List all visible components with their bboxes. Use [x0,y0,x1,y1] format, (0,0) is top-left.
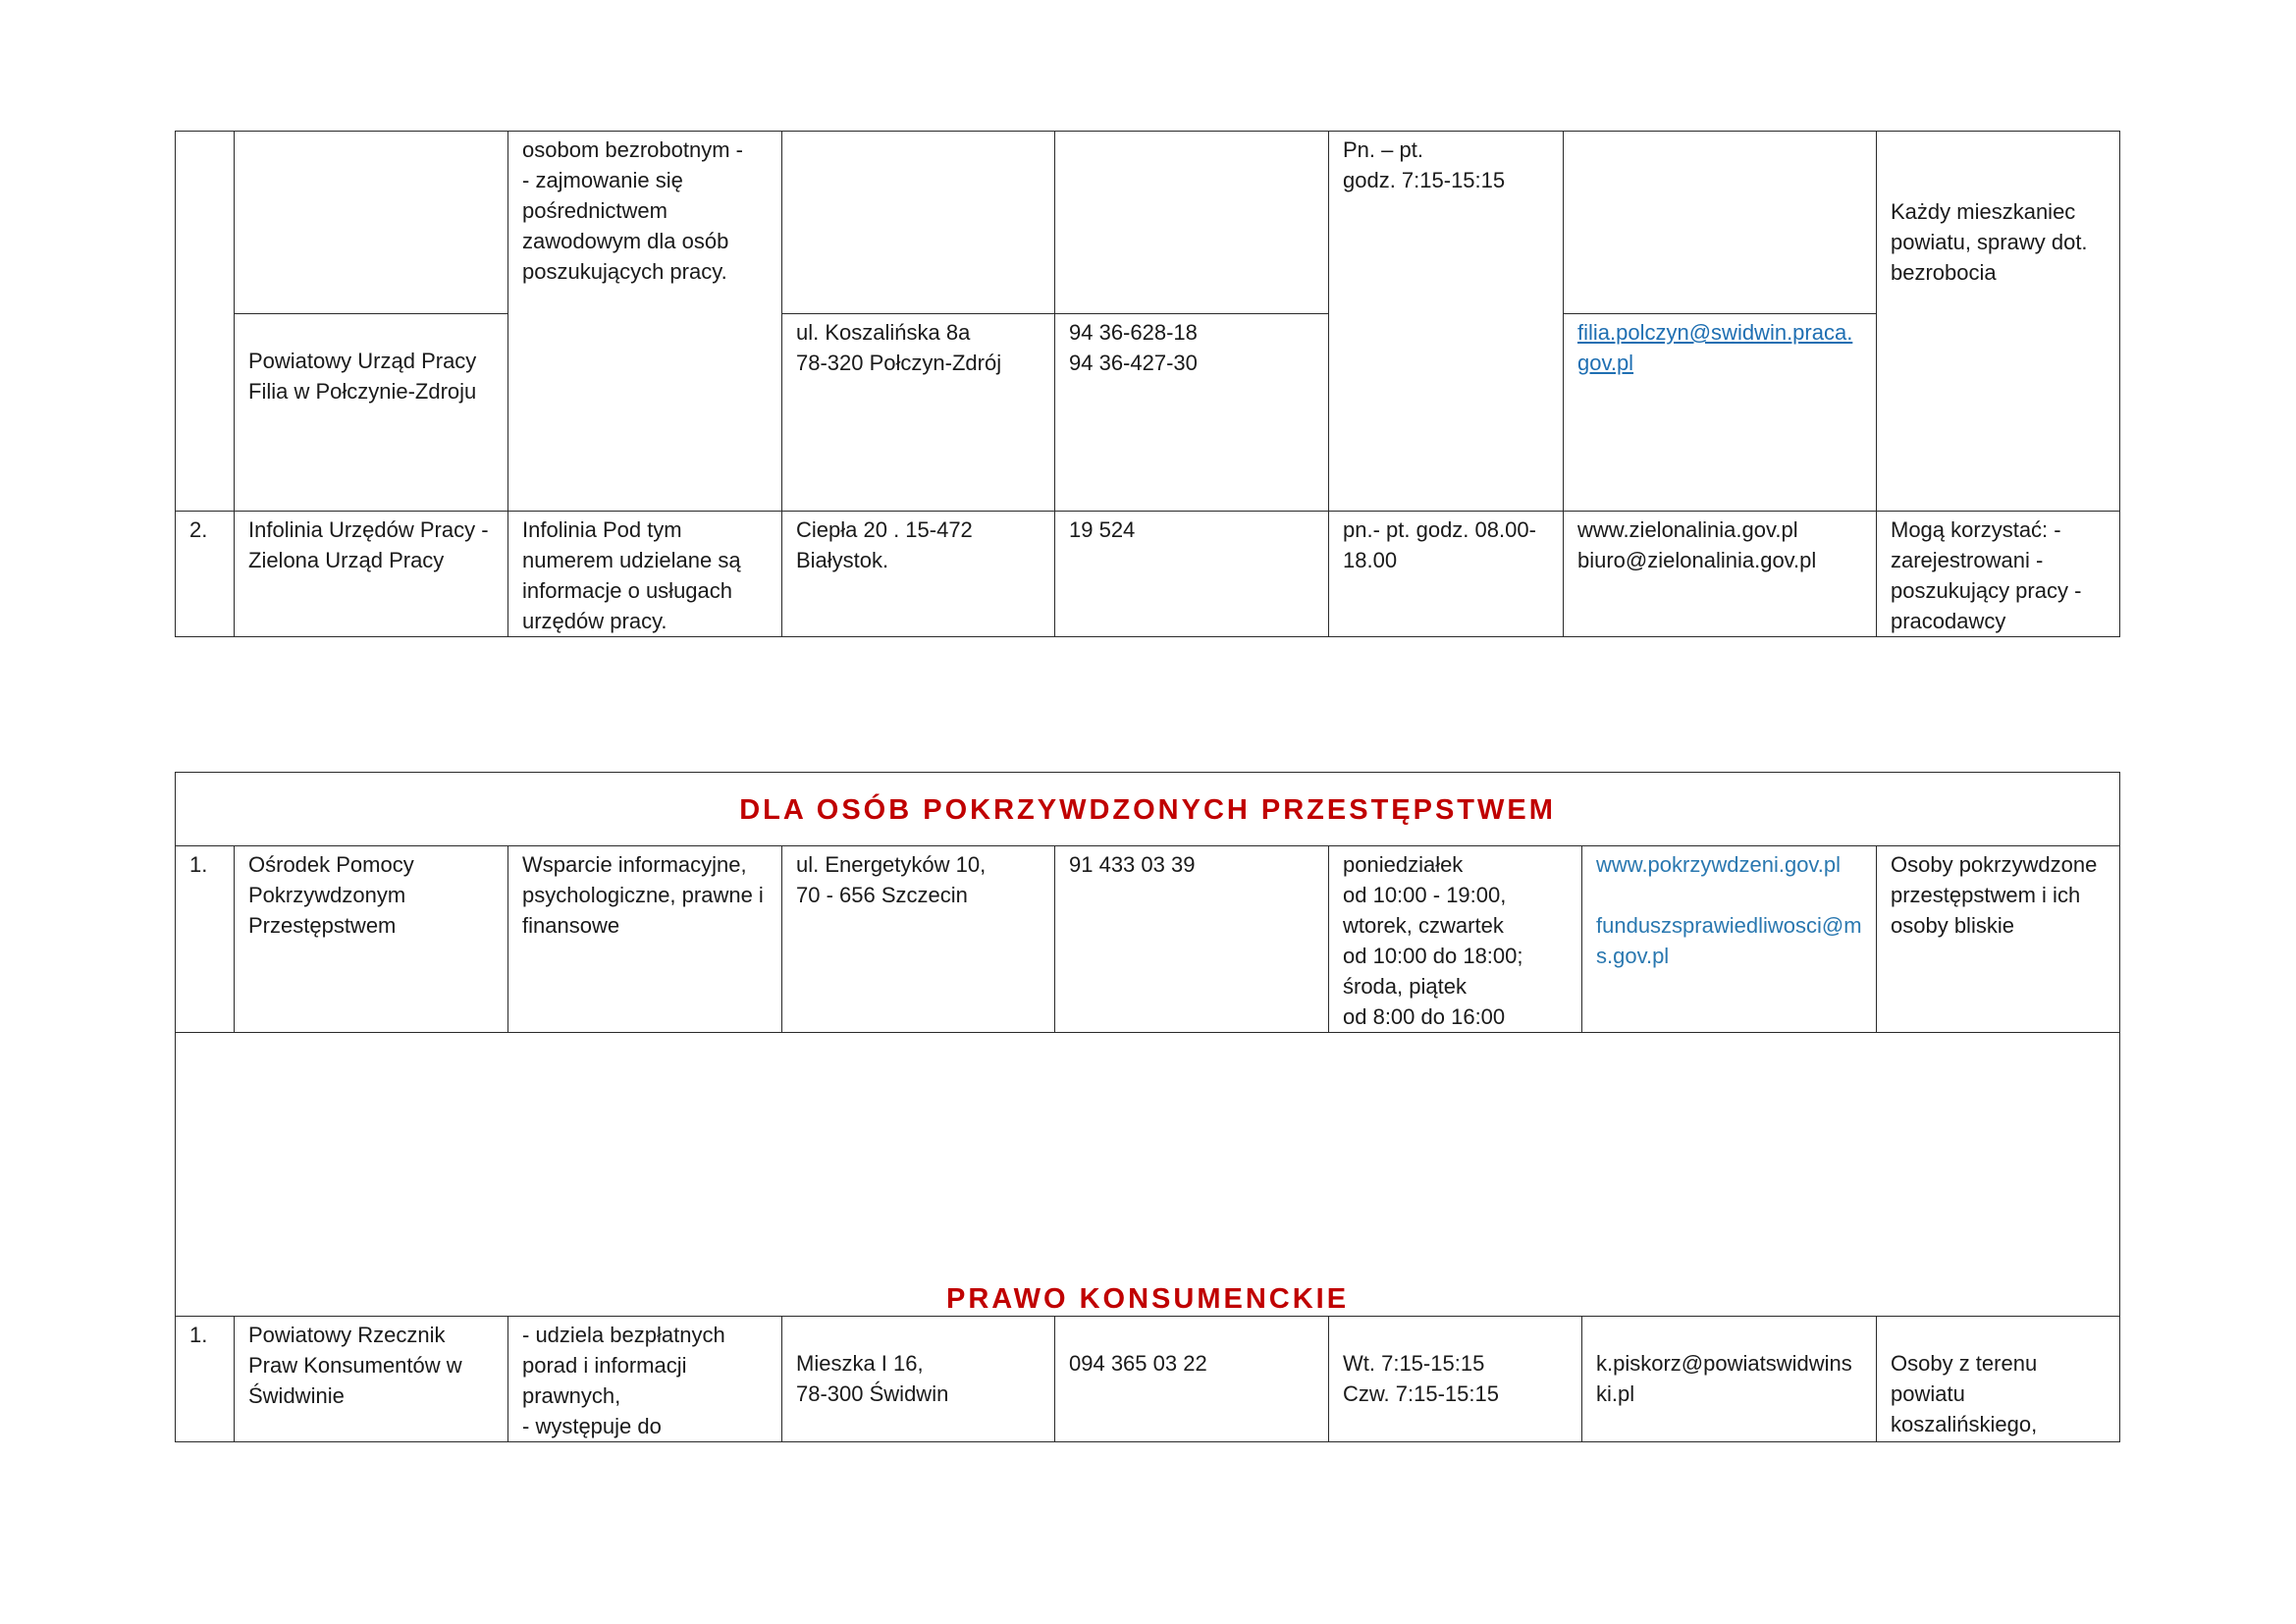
target-group: Mogą korzystać: - zarejestrowani - poszukujący pracy - pracodawcy [1877,512,2120,637]
institution-name: Infolinia Urzędów Pracy - Zielona Urząd Pracy [235,512,508,637]
row-number: 2. [176,512,235,637]
contact-cell: www.zielonalinia.gov.pl biuro@zielonalinia.gov.pl [1564,512,1877,637]
table-row [176,512,2120,637]
service-description: Wsparcie informacyjne, psychologiczne, prawne i finansowe [508,846,782,1033]
address-cell: ul. Energetyków 10, 70 - 656 Szczecin [782,846,1055,1033]
institution-name: Ośrodek Pomocy Pokrzywdzonym Przestępstwem [235,846,508,1033]
opening-hours: Pn. – pt. godz. 7:15-15:15 [1329,132,1564,512]
section-title: DLA OSÓB POKRZYWDZONYCH PRZESTĘPSTWEM [739,793,1556,826]
row-number [176,132,235,512]
email-link[interactable]: filia.polczyn@swidwin.praca.gov.pl [1564,314,1877,512]
table-row [176,314,2120,512]
phone-cell: 94 36-628-18 94 36-427-30 [1055,314,1329,512]
institution-name: Powiatowy Rzecznik Praw Konsumentów w Świdwinie [235,1317,508,1442]
table-row [176,132,2120,314]
opening-hours: pn.- pt. godz. 08.00-18.00 [1329,512,1564,637]
address-cell: Mieszka I 16, 78-300 Świdwin [782,1317,1055,1442]
contact-cell [1564,132,1877,314]
institution-name: Powiatowy Urząd Pracy Filia w Połczynie-Zdroju [235,314,508,512]
victims-and-consumer-table [175,772,2120,1442]
target-group: Każdy mieszkaniec powiatu, sprawy dot. bezrobocia [1877,132,2120,512]
address-cell [782,132,1055,314]
service-description: osobom bezrobotnym - - zajmowanie się pośrednictwem zawodowym dla osób poszukujących pracy. [508,132,782,512]
website-link[interactable]: www.pokrzywdzeni.gov.pl [1596,852,1842,877]
service-description: Infolinia Pod tym numerem udzielane są informacje o usługach urzędów pracy. [508,512,782,637]
section-header [176,773,2120,846]
opening-hours: Wt. 7:15-15:15 Czw. 7:15-15:15 [1329,1317,1582,1442]
phone-cell [1055,132,1329,314]
employment-table [175,131,2120,637]
email-link[interactable]: funduszsprawiedliwosci@ms.gov.pl [1596,913,1862,968]
service-description: - udziela bezpłatnych porad i informacji prawnych, - występuje do [508,1317,782,1442]
opening-hours: poniedziałek od 10:00 - 19:00, wtorek, czwartek od 10:00 do 18:00; środa, piątek od 8:00 do 16:00 [1329,846,1582,1033]
table-row [176,846,2120,1033]
contact-cell [1582,846,1877,1033]
phone-cell: 19 524 [1055,512,1329,637]
phone-cell: 91 433 03 39 [1055,846,1329,1033]
address-cell: Ciepła 20 . 15-472 Białystok. [782,512,1055,637]
section-header [176,1033,2120,1317]
table-row [176,1317,2120,1442]
address-cell: ul. Koszalińska 8a 78-320 Połczyn-Zdrój [782,314,1055,512]
section-header-row [176,773,2120,846]
contact-cell: k.piskorz@powiatswidwinski.pl [1582,1317,1877,1442]
phone-cell: 094 365 03 22 [1055,1317,1329,1442]
row-number: 1. [176,1317,235,1442]
target-group: Osoby pokrzywdzone przestępstwem i ich osoby bliskie [1877,846,2120,1033]
row-number: 1. [176,846,235,1033]
section-header-row [176,1033,2120,1317]
target-group: Osoby z terenu powiatu koszalińskiego, [1877,1317,2120,1442]
section-title: PRAWO KONSUMENCKIE [946,1283,1350,1315]
institution-name [235,132,508,314]
